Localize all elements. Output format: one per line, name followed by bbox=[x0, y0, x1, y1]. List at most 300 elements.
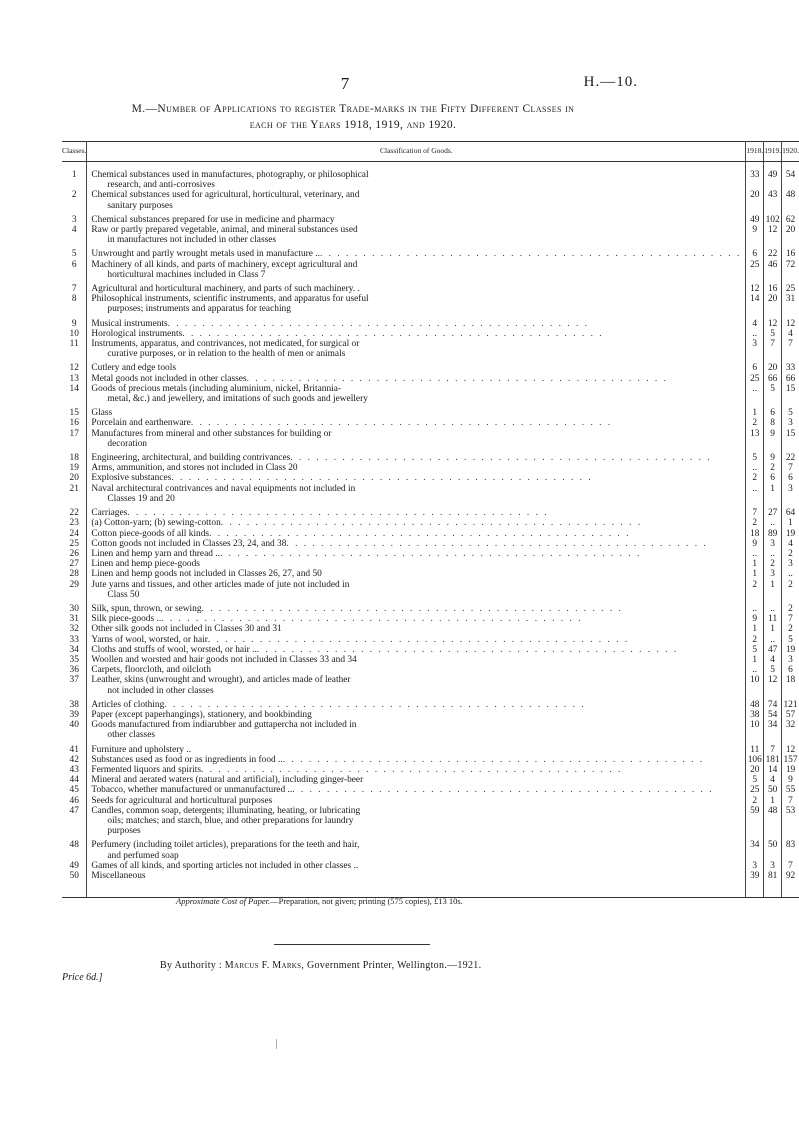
value-1920: 7 bbox=[788, 795, 793, 806]
classification-leader bbox=[91, 453, 741, 463]
classification-line: Carriages bbox=[91, 508, 128, 519]
class-number: 31 bbox=[62, 614, 87, 624]
leader-dots: . . . . . . . . . . . . . . . . . . . . . . . . . . . . . . . . . . . . . . . . . . . . . . . . . bbox=[171, 473, 593, 484]
classification-line: Yarns of wool, worsted, or hair bbox=[91, 634, 208, 645]
value-1919: 47 bbox=[764, 645, 782, 655]
value-1919: 89 bbox=[764, 529, 782, 539]
value-1920: 3 bbox=[788, 483, 793, 494]
class-number: 40 bbox=[62, 720, 87, 740]
classification-line: Naval architectural contrivances and naval equipments not included in bbox=[91, 483, 356, 494]
table-row bbox=[62, 463, 799, 473]
classification-line: Engineering, architectural, and building contrivances bbox=[91, 453, 291, 464]
classification-leader bbox=[91, 319, 741, 329]
value-1919: 49 bbox=[764, 170, 782, 190]
classification-cell bbox=[87, 549, 746, 559]
value-1918: 2 bbox=[746, 418, 764, 428]
value-1919: 16 bbox=[764, 280, 782, 294]
trade-marks-table bbox=[62, 141, 799, 898]
table-row bbox=[62, 529, 799, 539]
value-1920: 19 bbox=[785, 528, 796, 539]
value-1919: 81 bbox=[764, 871, 782, 881]
value-1919: 20 bbox=[764, 359, 782, 373]
leader-dots: . . . . . . . . . . . . . . . . . . . . . . . . . . . . . . . . . . . . . . . . . . . . . . . . . bbox=[207, 634, 630, 645]
classification-line: purposes; instruments and apparatus for teaching bbox=[107, 304, 291, 315]
value-1918: 1 bbox=[746, 404, 764, 418]
leader-dots: . . . . . . . . . . . . . . . . . . . . . . . . . . . . . . . . . . . . . . . . . . . . . . . . . bbox=[246, 373, 668, 384]
class-number: 30 bbox=[62, 600, 87, 614]
classification-line: Goods manufactured from indiarubber and guttapercha not included in bbox=[91, 720, 357, 731]
table-row bbox=[62, 384, 799, 404]
table-row bbox=[62, 871, 799, 881]
class-number: 15 bbox=[62, 404, 87, 418]
classification-cell bbox=[87, 665, 746, 675]
value-1920: 92 bbox=[785, 871, 796, 881]
value-1919: 27 bbox=[764, 504, 782, 518]
classification-cell bbox=[87, 315, 746, 329]
value-1919: 12 bbox=[764, 675, 782, 695]
value-1918: 1 bbox=[746, 624, 764, 634]
value-1919: 43 bbox=[764, 190, 782, 210]
value-1920: 19 bbox=[785, 644, 796, 655]
classification-line: sanitary purposes bbox=[107, 200, 173, 211]
value-1918: 5 bbox=[746, 449, 764, 463]
classification-leader bbox=[91, 473, 741, 483]
class-number: 21 bbox=[62, 484, 87, 504]
value-1919: 11 bbox=[764, 614, 782, 624]
value-1918: .. bbox=[746, 600, 764, 614]
class-number: 23 bbox=[62, 518, 87, 528]
value-1919: 1 bbox=[764, 580, 782, 600]
classification-cell bbox=[87, 260, 746, 280]
classification-leader bbox=[91, 539, 741, 549]
classification-line: Raw or partly prepared vegetable, animal, and mineral substances used bbox=[91, 225, 358, 236]
leader-dots: . . . . . . . . . . . . . . . . . . . . . . . . . . . . . . . . . . . . . . . . . . . . . . . . . bbox=[161, 614, 583, 625]
classification-line: Explosive substances bbox=[91, 473, 172, 484]
classification-leader bbox=[91, 785, 741, 795]
header-1919: 1919. bbox=[764, 142, 782, 162]
classification-line: (a) Cotton-yarn; (b) sewing-cotton bbox=[91, 518, 221, 529]
table-row bbox=[62, 696, 799, 710]
table-row bbox=[62, 559, 799, 569]
paper-cost-note bbox=[176, 896, 463, 906]
divider-rule bbox=[274, 944, 430, 945]
classification-leader bbox=[91, 508, 741, 518]
page-mark bbox=[276, 1039, 278, 1049]
value-1918: 3 bbox=[746, 339, 764, 359]
class-number: 9 bbox=[62, 315, 87, 329]
leader-dots: . . . . . . . . . . . . . . . . . . . . . . . . . . . . . . . . . . . . . . . . . . . . . . . . . bbox=[256, 644, 679, 655]
classification-line: not included in other classes bbox=[107, 685, 214, 696]
classification-line: Chemical substances prepared for use in medicine and pharmacy bbox=[91, 214, 335, 225]
value-1920: 7 bbox=[788, 463, 793, 474]
class-number: 47 bbox=[62, 806, 87, 837]
value-1918: .. bbox=[746, 549, 764, 559]
table-top-spacer bbox=[62, 162, 799, 171]
classification-cell bbox=[87, 796, 746, 806]
classification-line: Cloths and stuffs of wool, worsted, or hair .. bbox=[91, 644, 257, 655]
value-1919: 46 bbox=[764, 260, 782, 280]
classification-cell bbox=[87, 294, 746, 314]
classification-line: Miscellaneous bbox=[91, 871, 146, 881]
value-1920: 64 bbox=[785, 508, 796, 519]
table-row bbox=[62, 294, 799, 314]
class-number: 13 bbox=[62, 374, 87, 384]
value-1920: 2 bbox=[788, 579, 793, 590]
printer-name: Marcus F. Marks bbox=[224, 960, 302, 971]
classification-cell bbox=[87, 463, 746, 473]
table-row bbox=[62, 720, 799, 740]
value-1918: 20 bbox=[746, 190, 764, 210]
title-prefix: M.— bbox=[131, 103, 158, 115]
classification-cell bbox=[87, 861, 746, 871]
class-number: 45 bbox=[62, 785, 87, 795]
value-1919: 1 bbox=[764, 796, 782, 806]
value-1920: .. bbox=[788, 569, 793, 580]
value-1918: 106 bbox=[747, 754, 762, 765]
value-1918: .. bbox=[746, 384, 764, 404]
table-row bbox=[62, 861, 799, 871]
class-number: 25 bbox=[62, 539, 87, 549]
classification-line: Silk piece-goods .. bbox=[91, 614, 162, 625]
table-row bbox=[62, 600, 799, 614]
classification-line: Agricultural and horticultural machinery, and parts of such machinery. . bbox=[91, 284, 360, 295]
value-1918: 48 bbox=[746, 696, 764, 710]
class-number: 1 bbox=[62, 170, 87, 190]
leader-dots: . . . . . . . . . . . . . . . . . . . . . . . . . . . . . . . . . . . . . . . . . . . . . . . . . bbox=[219, 548, 642, 559]
value-1920: 33 bbox=[785, 363, 796, 374]
value-1920: 20 bbox=[785, 225, 796, 236]
value-1918: 13 bbox=[746, 429, 764, 449]
value-1918: 6 bbox=[746, 359, 764, 373]
value-1919: 14 bbox=[764, 765, 782, 775]
value-1919: .. bbox=[764, 600, 782, 614]
class-number: 32 bbox=[62, 624, 87, 634]
classification-line: Paper (except paperhangings), stationery, and bookbinding bbox=[91, 709, 312, 720]
value-1918: 49 bbox=[746, 211, 764, 225]
classification-cell bbox=[87, 529, 746, 539]
value-1920: 2 bbox=[788, 624, 793, 635]
classification-leader bbox=[91, 765, 741, 775]
value-1920: 1 bbox=[788, 518, 793, 529]
classification-cell bbox=[87, 374, 746, 384]
value-1920: 72 bbox=[785, 259, 796, 270]
table-row bbox=[62, 675, 799, 695]
class-number: 36 bbox=[62, 665, 87, 675]
classification-line: Linen and hemp piece-goods bbox=[91, 559, 200, 570]
classification-cell bbox=[87, 836, 746, 860]
value-1918: .. bbox=[746, 665, 764, 675]
table-header-row bbox=[62, 142, 799, 162]
table-row bbox=[62, 549, 799, 559]
value-1918: 10 bbox=[746, 675, 764, 695]
classification-leader bbox=[91, 635, 741, 645]
table-row bbox=[62, 449, 799, 463]
classification-line: in manufactures not included in other classes bbox=[107, 235, 277, 246]
value-1920: 3 bbox=[788, 654, 793, 665]
table-row bbox=[62, 374, 799, 384]
value-1920: 31 bbox=[785, 294, 796, 305]
value-1919: 5 bbox=[764, 384, 782, 404]
table-row bbox=[62, 806, 799, 837]
classification-line: Linen and hemp goods not included in Classes 26, 27, and 50 bbox=[91, 569, 322, 580]
table-row bbox=[62, 775, 799, 785]
table-row bbox=[62, 655, 799, 665]
value-1920: 5 bbox=[788, 408, 793, 419]
classification-cell bbox=[87, 473, 746, 483]
value-1918: 39 bbox=[746, 871, 764, 881]
classification-line: Seeds for agricultural and horticultural purposes bbox=[91, 795, 273, 806]
value-1920: 55 bbox=[785, 785, 796, 796]
value-1918: 9 bbox=[746, 539, 764, 549]
value-1920: 4 bbox=[788, 328, 793, 339]
classification-leader bbox=[91, 249, 741, 259]
classification-leader bbox=[91, 645, 741, 655]
value-1919: 22 bbox=[764, 245, 782, 259]
value-1920: 22 bbox=[785, 453, 796, 464]
class-number: 35 bbox=[62, 655, 87, 665]
value-1919: 4 bbox=[764, 775, 782, 785]
classification-line: Classes 19 and 20 bbox=[107, 493, 175, 504]
classification-line: Cutlery and edge tools bbox=[91, 363, 176, 374]
value-1920: 7 bbox=[788, 860, 793, 871]
table-row bbox=[62, 635, 799, 645]
value-1918: 2 bbox=[746, 796, 764, 806]
classification-leader bbox=[91, 700, 741, 710]
value-1918: 34 bbox=[746, 836, 764, 860]
leader-dots: . . . . . . . . . . . . . . . . . . . . . . . . . . . . . . . . . . . . . . . . . . . . . . . . . bbox=[286, 538, 708, 549]
value-1920: 53 bbox=[785, 805, 796, 816]
classification-cell bbox=[87, 518, 746, 528]
value-1920: 4 bbox=[788, 538, 793, 549]
value-1918: .. bbox=[746, 463, 764, 473]
value-1918: 11 bbox=[746, 741, 764, 755]
value-1919: 181 bbox=[765, 754, 780, 765]
value-1918: 12 bbox=[746, 280, 764, 294]
class-number: 41 bbox=[62, 741, 87, 755]
value-1920: 6 bbox=[788, 665, 793, 676]
value-1918: .. bbox=[746, 329, 764, 339]
value-1920: 12 bbox=[785, 318, 796, 329]
table-row bbox=[62, 315, 799, 329]
classification-cell bbox=[87, 741, 746, 755]
classification-cell bbox=[87, 696, 746, 710]
value-1918: 25 bbox=[746, 374, 764, 384]
value-1918: 10 bbox=[746, 720, 764, 740]
classification-line: Porcelain and earthenware bbox=[91, 418, 191, 429]
value-1920: 15 bbox=[785, 428, 796, 439]
value-1918: 59 bbox=[746, 806, 764, 837]
classification-cell bbox=[87, 404, 746, 418]
classification-leader bbox=[91, 374, 741, 384]
value-1920: 5 bbox=[788, 634, 793, 645]
class-number: 22 bbox=[62, 504, 87, 518]
value-1918: 38 bbox=[746, 710, 764, 720]
value-1920: 57 bbox=[785, 709, 796, 720]
classification-leader bbox=[91, 614, 741, 624]
value-1919: 50 bbox=[764, 785, 782, 795]
value-1918: 5 bbox=[746, 775, 764, 785]
leader-dots: . . . . . . . . . . . . . . . . . . . . . . . . . . . . . . . . . . . . . . . . . . . . . . . . . bbox=[164, 699, 586, 710]
classification-cell bbox=[87, 569, 746, 579]
class-number: 27 bbox=[62, 559, 87, 569]
table-row bbox=[62, 539, 799, 549]
value-1918: 25 bbox=[746, 785, 764, 795]
value-1920: 3 bbox=[788, 418, 793, 429]
class-number: 34 bbox=[62, 645, 87, 655]
classification-cell bbox=[87, 504, 746, 518]
leader-dots: . . . . . . . . . . . . . . . . . . . . . . . . . . . . . . . . . . . . . . . . . . . . . . . . . bbox=[209, 528, 631, 539]
table-row bbox=[62, 404, 799, 418]
value-1919: 5 bbox=[764, 665, 782, 675]
classification-line: Glass bbox=[91, 408, 113, 419]
classification-line: Candles, common soap, detergents; illuminating, heating, or lubricating bbox=[91, 805, 361, 816]
table-row bbox=[62, 190, 799, 210]
value-1918: 2 bbox=[746, 580, 764, 600]
value-1918: 5 bbox=[746, 645, 764, 655]
classification-line: Tobacco, whether manufactured or unmanufactured .. bbox=[91, 785, 293, 796]
header-1918: 1918. bbox=[746, 142, 764, 162]
classification-line: Perfumery (including toilet articles), preparations for the teeth and hair, bbox=[91, 840, 360, 851]
class-number: 2 bbox=[62, 190, 87, 210]
classification-line: Chemical substances used in manufactures, photography, or philosophical bbox=[91, 170, 369, 180]
classification-cell bbox=[87, 614, 746, 624]
value-1918: 20 bbox=[746, 765, 764, 775]
classification-cell bbox=[87, 280, 746, 294]
class-number: 50 bbox=[62, 871, 87, 881]
classification-line: decoration bbox=[107, 438, 147, 449]
header-classification: Classification of Goods. bbox=[87, 142, 746, 162]
classification-cell bbox=[87, 655, 746, 665]
class-number: 46 bbox=[62, 796, 87, 806]
table-row bbox=[62, 836, 799, 860]
class-number: 43 bbox=[62, 765, 87, 775]
title-line-2: each of the Years 1918, 1919, and 1920. bbox=[249, 119, 457, 131]
value-1919: 3 bbox=[764, 539, 782, 549]
value-1918: 1 bbox=[746, 559, 764, 569]
classification-line: Articles of clothing bbox=[91, 699, 165, 710]
classification-leader bbox=[91, 755, 741, 765]
classification-cell bbox=[87, 429, 746, 449]
classification-line: Musical instruments bbox=[91, 318, 168, 329]
class-number: 14 bbox=[62, 384, 87, 404]
classification-line: Other silk goods not included in Classes 30 and 31 bbox=[91, 624, 282, 635]
value-1920: 2 bbox=[788, 548, 793, 559]
classification-cell bbox=[87, 806, 746, 837]
table-row bbox=[62, 359, 799, 373]
table-row bbox=[62, 741, 799, 755]
class-number: 6 bbox=[62, 260, 87, 280]
value-1918: 14 bbox=[746, 294, 764, 314]
table-row bbox=[62, 614, 799, 624]
table-row bbox=[62, 211, 799, 225]
value-1919: 8 bbox=[764, 418, 782, 428]
classification-leader bbox=[91, 549, 741, 559]
classification-leader bbox=[91, 329, 741, 339]
classification-line: curative purposes, or in relation to the health of men or animals bbox=[107, 349, 346, 360]
value-1920: 15 bbox=[785, 383, 796, 394]
value-1918: 2 bbox=[746, 473, 764, 483]
document-reference: H.—10. bbox=[583, 74, 638, 90]
value-1919: 9 bbox=[764, 429, 782, 449]
classification-line: metal, &c.) and jewellery, and imitations of such goods and jewellery bbox=[107, 394, 368, 405]
class-number: 37 bbox=[62, 675, 87, 695]
title-line-1: Number of Applications to register Trade-marks in the Fifty Different Classes in bbox=[157, 103, 575, 115]
authority-suffix: , Government Printer, Wellington.—1921. bbox=[301, 960, 482, 971]
class-number: 18 bbox=[62, 449, 87, 463]
value-1919: 12 bbox=[764, 315, 782, 329]
class-number: 19 bbox=[62, 463, 87, 473]
value-1918: 9 bbox=[746, 225, 764, 245]
table-row bbox=[62, 765, 799, 775]
table-row bbox=[62, 280, 799, 294]
value-1919: 6 bbox=[764, 404, 782, 418]
class-number: 49 bbox=[62, 861, 87, 871]
class-number: 33 bbox=[62, 635, 87, 645]
classification-line: oils; matches; and starch, blue, and other preparations for laundry bbox=[107, 815, 354, 826]
classification-line: Silk, spun, thrown, or sewing bbox=[91, 603, 202, 614]
value-1919: 7 bbox=[764, 339, 782, 359]
value-1918: 1 bbox=[746, 569, 764, 579]
classification-line: Cotton goods not included in Classes 23, 24, and 38 bbox=[91, 538, 287, 549]
value-1919: .. bbox=[764, 635, 782, 645]
value-1918: 18 bbox=[746, 529, 764, 539]
leader-dots: . . . . . . . . . . . . . . . . . . . . . . . . . . . . . . . . . . . . . . . . . . . . . . . . . bbox=[282, 754, 705, 765]
value-1918: 6 bbox=[746, 245, 764, 259]
price-label: Price 6d.] bbox=[62, 972, 103, 983]
value-1919: 6 bbox=[764, 473, 782, 483]
classification-line: Horological instruments bbox=[91, 328, 183, 339]
class-number: 29 bbox=[62, 580, 87, 600]
value-1919: 4 bbox=[764, 655, 782, 665]
classification-line: Arms, ammunition, and stores not included in Class 20 bbox=[91, 463, 298, 474]
classification-cell bbox=[87, 329, 746, 339]
page-number: 7 bbox=[340, 74, 350, 93]
class-number: 4 bbox=[62, 225, 87, 245]
classification-line: and perfumed soap bbox=[107, 850, 179, 861]
table-row bbox=[62, 418, 799, 428]
classification-line: other classes bbox=[107, 730, 156, 741]
table-row bbox=[62, 645, 799, 655]
classification-cell bbox=[87, 785, 746, 795]
value-1919: 1 bbox=[764, 624, 782, 634]
class-number: 10 bbox=[62, 329, 87, 339]
value-1919: .. bbox=[764, 518, 782, 528]
leader-dots: . . . . . . . . . . . . . . . . . . . . . . . . . . . . . . . . . . . . . . . . . . . . . . . . . bbox=[319, 249, 742, 260]
table-row bbox=[62, 473, 799, 483]
classification-leader bbox=[91, 418, 741, 428]
classification-line: Furniture and upholstery .. bbox=[91, 744, 192, 755]
classification-line: Games of all kinds, and sporting articles not included in other classes .. bbox=[91, 860, 359, 871]
table-row bbox=[62, 518, 799, 528]
classification-cell bbox=[87, 190, 746, 210]
leader-dots: . . . . . . . . . . . . . . . . . . . . . . . . . . . . . . . . . . . . . . . . . . . . . . . . . bbox=[201, 764, 623, 775]
classification-cell bbox=[87, 871, 746, 881]
leader-dots: . . . . . . . . . . . . . . . . . . . . . . . . . . . . . . . . . . . . . . . . . . . . . . . . . bbox=[127, 508, 549, 519]
class-number: 20 bbox=[62, 473, 87, 483]
value-1919: 12 bbox=[764, 225, 782, 245]
classification-line: Jute yarns and tissues, and other articles made of jute not included in bbox=[91, 579, 350, 590]
value-1918: 1 bbox=[746, 655, 764, 665]
classification-cell bbox=[87, 418, 746, 428]
value-1918: 4 bbox=[746, 315, 764, 329]
class-number: 16 bbox=[62, 418, 87, 428]
class-number: 48 bbox=[62, 836, 87, 860]
header-classes: Classes. bbox=[62, 142, 87, 162]
classification-line: Class 50 bbox=[107, 589, 140, 600]
class-number: 5 bbox=[62, 245, 87, 259]
class-number: 39 bbox=[62, 710, 87, 720]
leader-dots: . . . . . . . . . . . . . . . . . . . . . . . . . . . . . . . . . . . . . . . . . . . . . . . . . bbox=[220, 518, 643, 529]
